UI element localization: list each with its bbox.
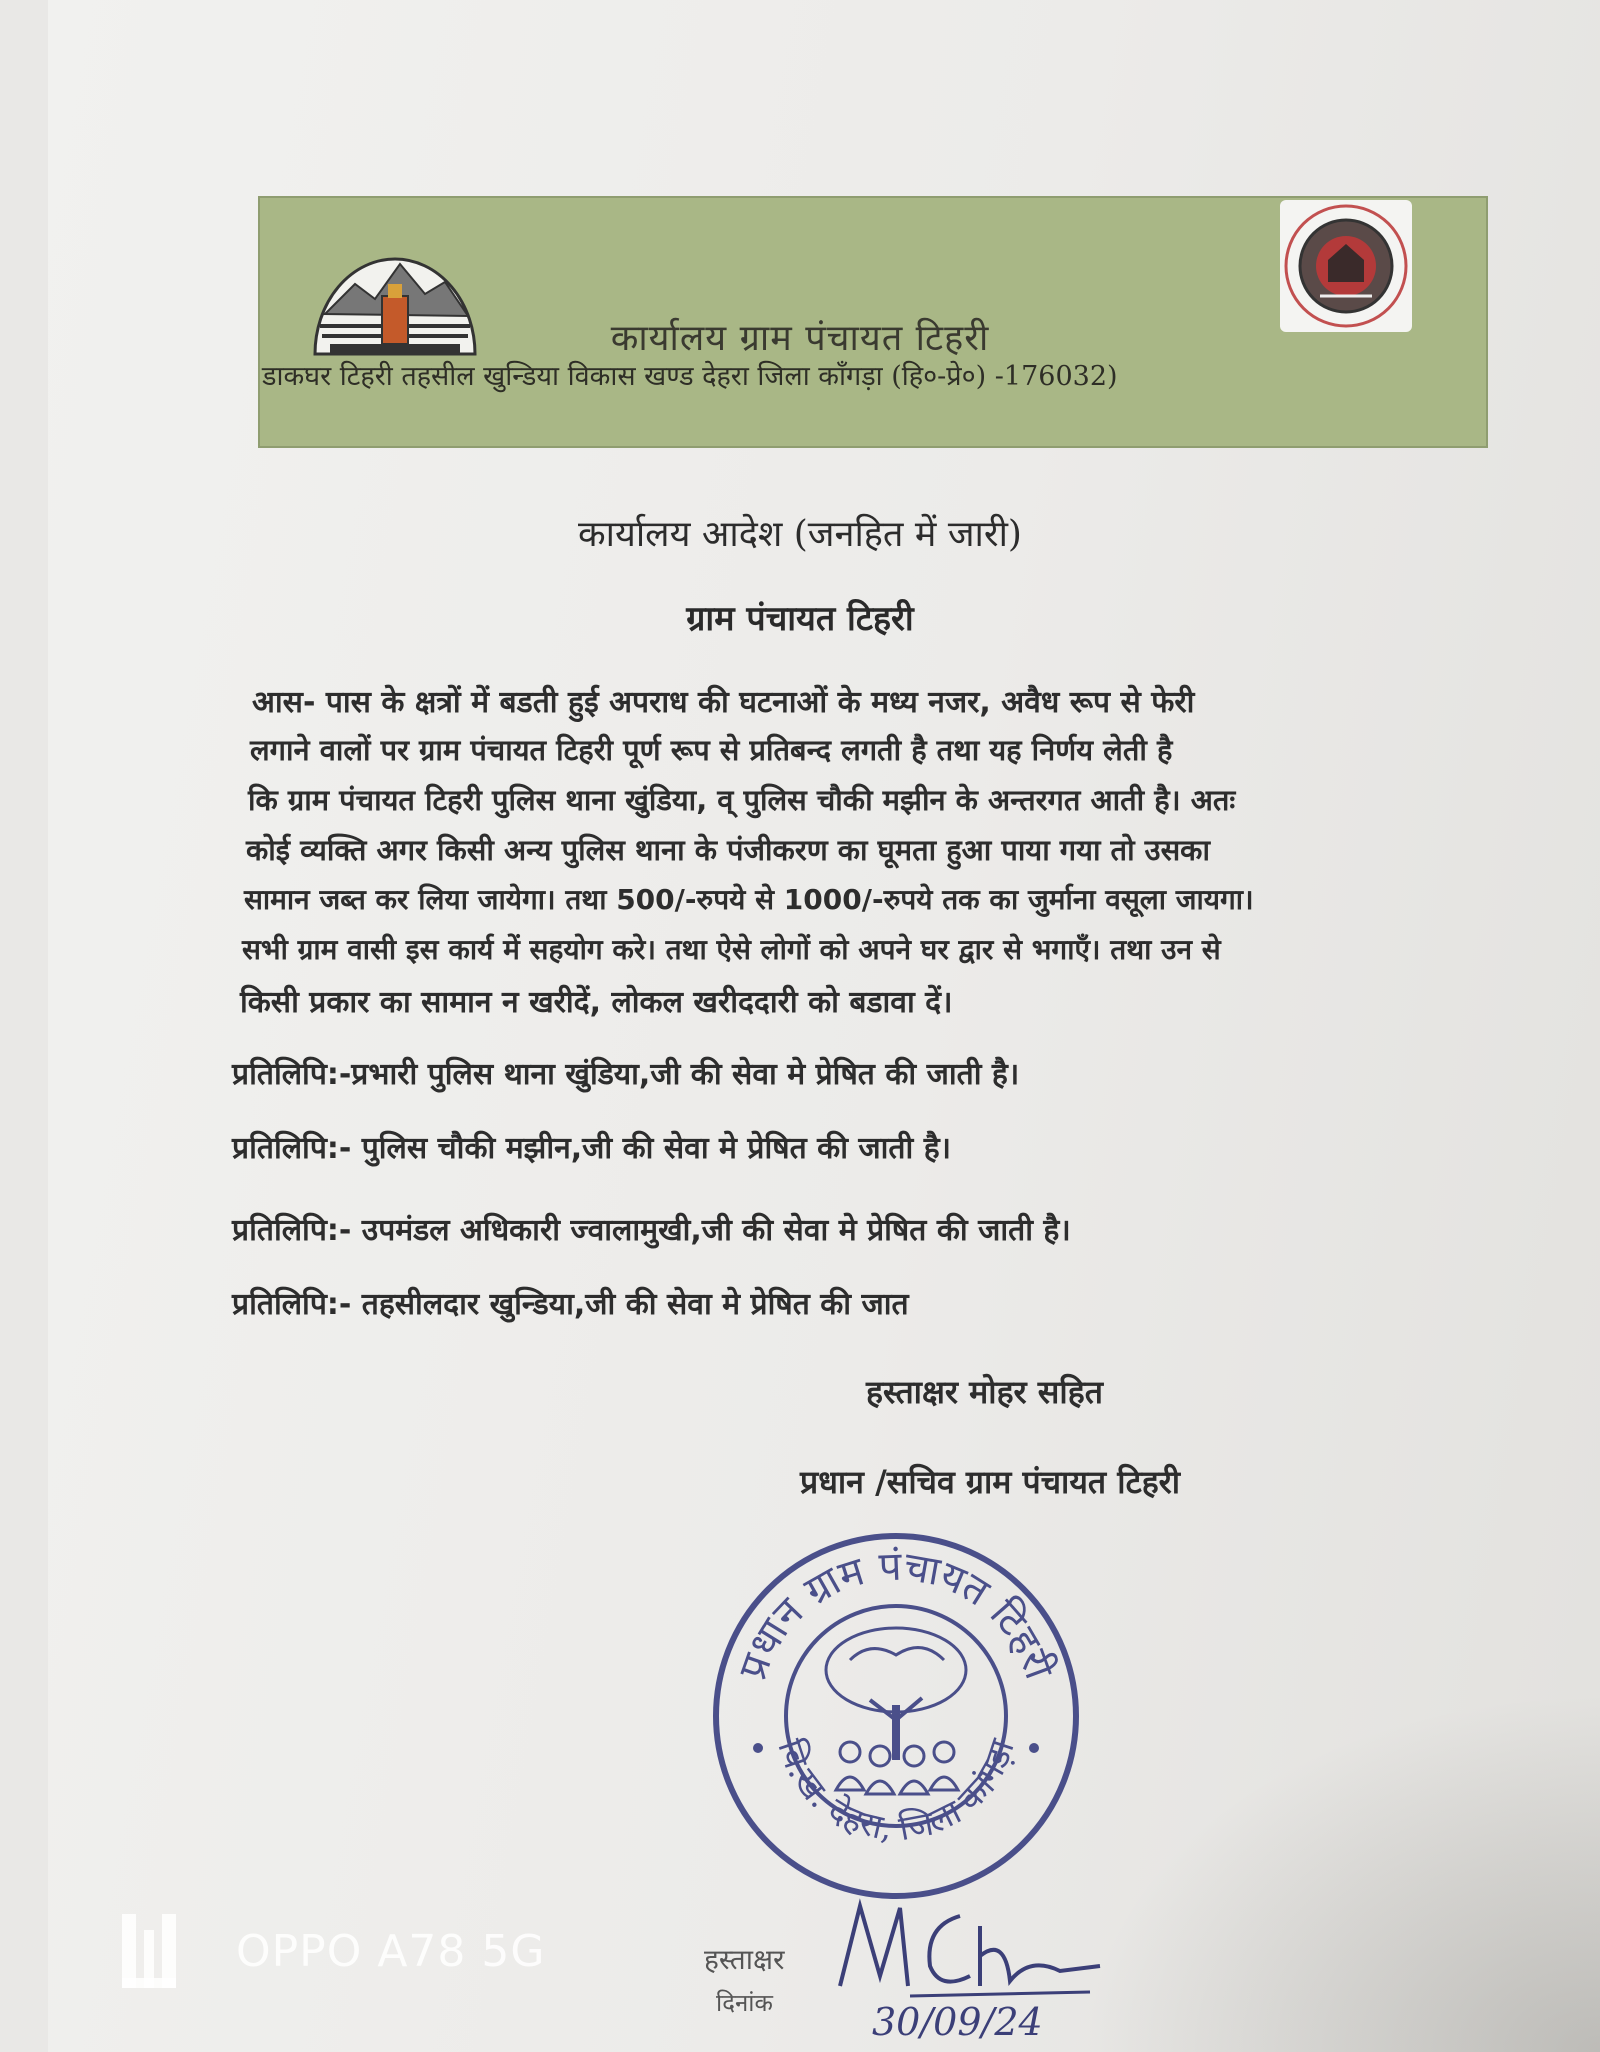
copy-line: प्रतिलिपि:- उपमंडल अधिकारी ज्वालामुखी,जी की सेवा मे प्रेषित की जाती है। [232,1213,1071,1248]
camera-watermark-text: OPPO A78 5G [236,1926,546,1977]
sign-label: हस्ताक्षर [704,1943,785,1976]
date-label: दिनांक [716,1989,773,2017]
body-line: लगाने वालों पर ग्राम पंचायत टिहरी पूर्ण रूप से प्रतिबन्द लगती है तथा यह निर्णय लेती है [250,733,1173,767]
stamp-bottom-text: वि.ख. देहरा, जिला कांगड़ा [769,1734,1023,1850]
panchayat-subtitle: ग्राम पंचायत टिहरी [686,599,914,639]
copy-line: प्रतिलिपि:-प्रभारी पुलिस थाना खुंडिया,जी की सेवा मे प्रेषित की जाती है। [232,1057,1020,1092]
handwritten-signature-icon [830,1896,1130,2006]
body-line: सभी ग्राम वासी इस कार्य में सहयोग करे। तथा ऐसे लोगों को अपने घर द्वार से भगाएँ। तथा उन से [242,933,1221,966]
camera-watermark-icon [118,1910,186,1992]
stamp-top-text: प्रधान ग्राम पंचायत टिहरी [729,1543,1063,1686]
signature-with-seal-label: हस्ताक्षर मोहर सहित [866,1373,1103,1411]
svg-text:प्रधान ग्राम पंचायत टिहरी [730,1544,1062,1686]
copy-line: प्रतिलिपि:- तहसीलदार खुन्डिया,जी की सेवा मे प्रेषित की जात [232,1287,909,1322]
body-line: कि ग्राम पंचायत टिहरी पुलिस थाना खुंडिया, व् पुलिस चौकी मझीन के अन्तरगत आती है। अतः [248,783,1236,817]
order-title: कार्यालय आदेश (जनहित में जारी) [578,514,1022,555]
body-line: किसी प्रकार का सामान न खरीदें, लोकल खरीददारी को बडावा दें। [240,985,953,1020]
panchayat-stamp-icon [700,1520,1092,1912]
body-line: सामान जब्त कर लिया जायेगा। तथा 500/-रुपये से 1000/-रुपये तक का जुर्माना वसूला जायगा। [244,883,1254,916]
office-address: डाकघर टिहरी तहसील खुन्डिया विकास खण्ड देहरा जिला काँगड़ा (हि०-प्रे०) -176032) [262,361,1118,392]
body-line: आस- पास के क्षत्रों में बडती हुई अपराध की घटनाओं के मध्य नजर, अवैध रूप से फेरी [252,685,1195,720]
signatory-designation: प्रधान /सचिव ग्राम पंचायत टिहरी [800,1463,1181,1501]
copy-line: प्रतिलिपि:- पुलिस चौकी मझीन,जी की सेवा मे प्रेषित की जाती है। [232,1131,952,1166]
signature-date: 30/09/24 [872,2000,1043,2044]
body-line: कोई व्यक्ति अगर किसी अन्य पुलिस थाना के पंजीकरण का घूमता हुआ पाया गया तो उसका [246,833,1210,867]
office-title: कार्यालय ग्राम पंचायत टिहरी [610,318,990,359]
